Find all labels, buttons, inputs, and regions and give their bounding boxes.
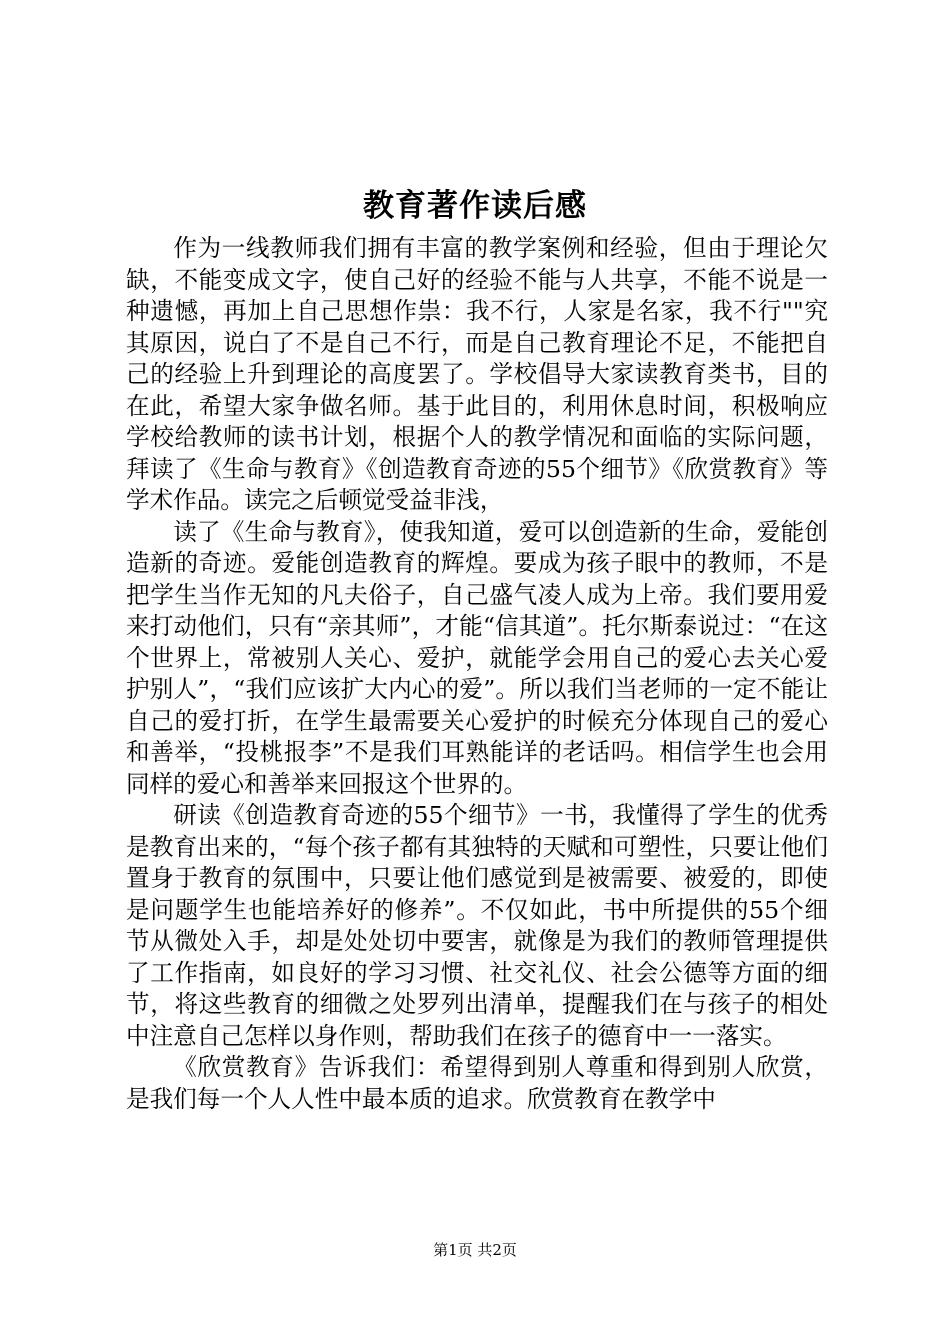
document-body [126, 233, 828, 1115]
paragraph-2: 读了《生命与教育》，使我知道，爱可以创造新的生命，爱能创造新的奇迹。爱能创造教育的辉煌。要成为孩子眼中的教师，不是把学生当作无知的凡夫俗子，自己盛气凌人成为上帝。我们要用爱来打动他们，只有“亲其师”，才能“信其道”。托尔斯泰说过：“在这个世界上，常被别人关心、爱护，就能学会用自己的爱心去关心爱护别人”，“我们应该扩大内心的爱”。所以我们当老师的一定不能让自己的爱打折，在学生最需要关心爱护的时候充分体现自己的爱心和善举，“投桃报李”不是我们耳熟能详的老话吗。相信学生也会用同样的爱心和善举来回报这个世界的。 [126, 517, 828, 798]
paragraph-3: 研读《创造教育奇迹的55个细节》一书，我懂得了学生的优秀是教育出来的，“每个孩子都有其独特的天赋和可塑性，只要让他们置身于教育的氛围中，只要让他们感觉到是被需要、被爱的，即使是问题学生也能培养好的修养”。不仅如此，书中所提供的55个细节从微处入手，却是处处切中要害，就像是为我们的教师管理提供了工作指南，如良好的学习习惯、社交礼仪、社会公德等方面的细节，将这些教育的细微之处罗列出清单，提醒我们在与孩子的相处中注意自己怎样以身作则，帮助我们在孩子的德育中一一落实。 [126, 801, 828, 1050]
paragraph-4: 《欣赏教育》告诉我们：希望得到别人尊重和得到别人欣赏，是我们每一个人人性中最本质的追求。欣赏教育在教学中 [126, 1053, 828, 1113]
page-footer: 第1页 共2页 [433, 1241, 517, 1259]
document-title: 教育著作读后感 [363, 188, 587, 224]
paragraph-1: 作为一线教师我们拥有丰富的教学案例和经验，但由于理论欠缺，不能变成文字，使自己好的经验不能与人共享，不能不说是一种遗憾，再加上自己思想作祟：我不行，人家是名家，我不行""究其原因，说白了不是自己不行，而是自己教育理论不足，不能把自己的经验上升到理论的高度罢了。学校倡导大家读教育类书，目的在此，希望大家争做名师。基于此目的，利用休息时间，积极响应学校给教师的读书计划，根据个人的教学情况和面临的实际问题，拜读了《生命与教育》《创造教育奇迹的55个细节》《欣赏教育》等学术作品。读完之后顿觉受益非浅， [126, 234, 828, 514]
